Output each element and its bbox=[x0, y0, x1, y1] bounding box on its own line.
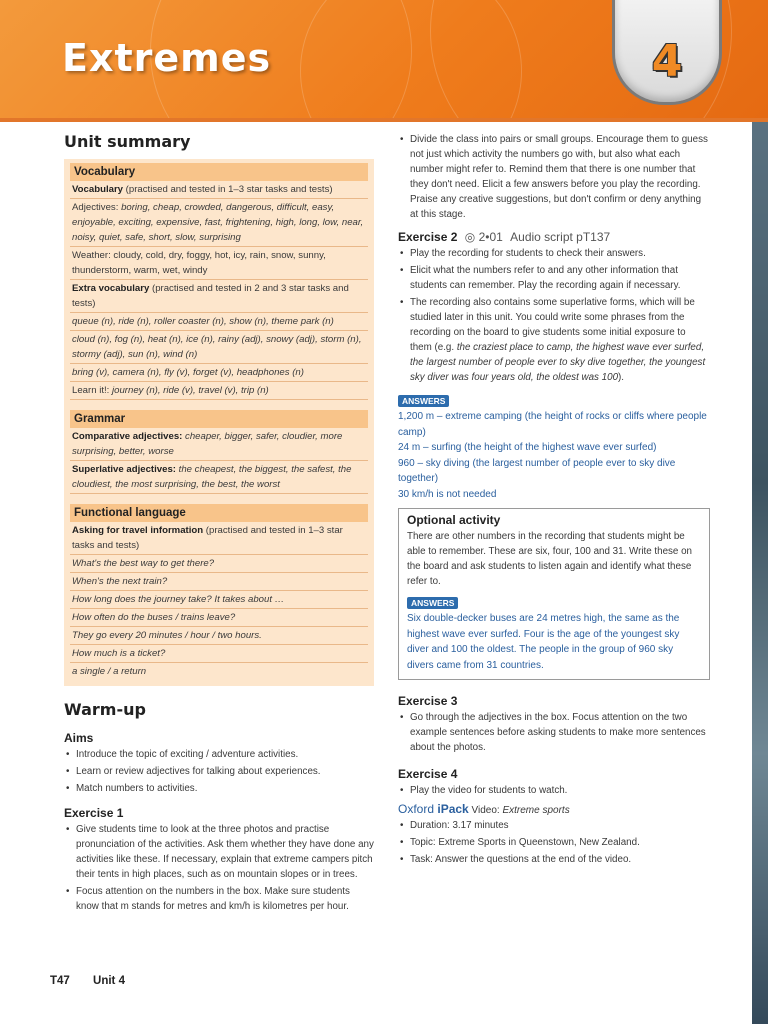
exercise4-item: • Play the video for students to watch. bbox=[398, 783, 710, 798]
exercise4-title: Exercise 4 bbox=[398, 767, 458, 781]
optional-activity-title: Optional activity bbox=[407, 513, 501, 527]
audio-track: 2•01 bbox=[478, 230, 503, 244]
exercise2-item: • Elicit what the numbers refer to and any other information that students can remember. Play the recording again if necessary. bbox=[398, 263, 710, 293]
page-footer bbox=[50, 975, 145, 987]
page-number: T47 bbox=[50, 975, 70, 987]
unit-tab bbox=[612, 0, 722, 105]
vocab-lead: Vocabulary (practised and tested in 1–3 star tasks and tests) bbox=[70, 181, 368, 199]
extra-vocab-2: cloud (n), fog (n), heat (n), ice (n), rainy (adj), snowy (adj), storm (n), stormy (adj), sun (n), wind (n) bbox=[70, 331, 368, 364]
header-divider bbox=[0, 118, 768, 122]
functional-heading: Functional language bbox=[70, 504, 368, 522]
answer-line: 1,200 m – extreme camping (the height of rocks or cliffs where people camp) bbox=[398, 411, 707, 438]
functional-lead: Asking for travel information (practised and tested in 1–3 star tasks and tests) bbox=[70, 522, 368, 555]
exercise4-detail: • Duration: 3.17 minutes bbox=[398, 818, 710, 833]
grammar-heading: Grammar bbox=[70, 410, 368, 428]
aim-item: • Introduce the topic of exciting / adventure activities. bbox=[64, 747, 374, 762]
vocab-adjectives: Adjectives: boring, cheap, crowded, dangerous, difficult, easy, enjoyable, exciting, expensive, fast, frightening, high, long, low, near, noisy, quiet, safe, short, slow, surprising bbox=[70, 199, 368, 247]
unit-header bbox=[0, 0, 768, 118]
answer-line: 960 – sky diving (the largest number of people ever to sky dive together) bbox=[398, 457, 676, 484]
phrase-item: a single / a return bbox=[72, 666, 147, 677]
optional-answers: Six double-decker buses are 24 metres high, the same as the highest wave ever surfed. Four is the age of the youngest sky diver and 100 the oldest. The people in the group of 960 sky divers came from 31 countries. bbox=[407, 613, 680, 671]
summary-title: Unit summary bbox=[64, 132, 191, 151]
grammar-superlative: Superlative adjectives: the cheapest, the biggest, the safest, the cloudiest, the most surprising, the best, the worst bbox=[70, 461, 368, 494]
answers-badge: ANSWERS bbox=[398, 395, 449, 407]
extra-vocab-3: bring (v), camera (n), fly (v), forget (v), headphones (n) bbox=[70, 364, 368, 382]
answer-line: 24 m – surfing (the height of the highest wave ever surfed) bbox=[398, 442, 657, 453]
ipack-video-line: Oxford iPack Video: Extreme sports bbox=[398, 802, 570, 816]
left-column bbox=[64, 132, 374, 914]
aim-item: • Match numbers to activities. bbox=[64, 781, 374, 796]
exercise1-item: • Give students time to look at the three photos and practise pronunciation of the activities. Ask them whether they have done any activities like these. If necessary, explain that extreme campers pitch their tents in high places, such as on mountain slopes or in trees. bbox=[64, 822, 374, 882]
grammar-comparative: Comparative adjectives: cheaper, bigger, safer, cloudier, more surprising, better, worse bbox=[70, 428, 368, 461]
vocab-weather: Weather: cloudy, cold, dry, foggy, hot, icy, rain, snow, sunny, thunderstorm, warm, wet, windy bbox=[70, 247, 368, 280]
oxford-ipack-logo: Oxford iPack bbox=[398, 802, 469, 816]
unit-number: 4 bbox=[651, 36, 683, 87]
learn-it: Learn it!: journey (n), ride (v), travel (v), trip (n) bbox=[70, 382, 368, 400]
photo-edge-strip bbox=[752, 122, 768, 1024]
phrase-item: How long does the journey take? It takes about … bbox=[70, 591, 368, 609]
phrase-item: What's the best way to get there? bbox=[70, 555, 368, 573]
vocab-heading: Vocabulary bbox=[70, 163, 368, 181]
exercise3-title: Exercise 3 bbox=[398, 694, 458, 708]
optional-activity-text: There are other numbers in the recording that students might be able to remember. These are six, four, 100 and 31. Write these on the board and ask students to listen again and identify what these refer to. bbox=[407, 531, 692, 587]
phrase-item: When's the next train? bbox=[70, 573, 368, 591]
aim-item: • Learn or review adjectives for talking about experiences. bbox=[64, 764, 374, 779]
answer-line: 30 km/h is not needed bbox=[398, 488, 497, 500]
footer-unit: Unit 4 bbox=[93, 975, 125, 987]
phrase-item: How often do the buses / trains leave? bbox=[70, 609, 368, 627]
unit-summary-box bbox=[64, 159, 374, 686]
warmup-title: Warm-up bbox=[64, 700, 146, 719]
extra-vocab-lead: Extra vocabulary (practised and tested in 2 and 3 star tasks and tests) bbox=[70, 280, 368, 313]
phrase-item: They go every 20 minutes / hour / two hours. bbox=[70, 627, 368, 645]
exercise2-item: • The recording also contains some superlative forms, which will be studied later in this unit. You could write some phrases from the recording on the board to give students some initial exposure to them (e.g. the craziest place to camp, the highest wave ever surfed, the largest number of people ever to sky dive together, the youngest sky diver was four years old, the oldest was 100). bbox=[398, 295, 710, 385]
exercise4-detail: • Topic: Extreme Sports in Queenstown, New Zealand. bbox=[398, 835, 710, 850]
answers-badge: ANSWERS bbox=[407, 597, 458, 609]
optional-activity-box bbox=[398, 508, 710, 680]
exercise4-detail: • Task: Answer the questions at the end of the video. bbox=[398, 852, 710, 867]
exercise2-title: Exercise 2 ◎ 2•01 Audio script pT137 bbox=[398, 230, 611, 244]
audio-script: Audio script pT137 bbox=[510, 230, 611, 244]
exercise1-continued: • Divide the class into pairs or small groups. Encourage them to guess not just which activity the numbers go with, but also what each number might refer to. Remind them that there is one number that they don't need. Elicit a few answers before you play the recording. Praise any creative suggestions, but don't confirm or deny anything at this stage. bbox=[398, 132, 710, 222]
page-title: Extremes bbox=[62, 36, 272, 80]
extra-vocab-1: queue (n), ride (n), roller coaster (n), show (n), theme park (n) bbox=[70, 313, 368, 331]
audio-cd-icon: ◎ bbox=[464, 230, 476, 244]
exercise1-item: • Focus attention on the numbers in the box. Make sure students know that m stands for metres and km/h is kilometres per hour. bbox=[64, 884, 374, 914]
exercise1-title: Exercise 1 bbox=[64, 806, 124, 820]
phrase-item: How much is a ticket? bbox=[70, 645, 368, 663]
aims-title: Aims bbox=[64, 731, 94, 745]
right-column bbox=[398, 132, 710, 867]
exercise3-item: • Go through the adjectives in the box. Focus attention on the two example sentences before asking students to make more sentences about the photos. bbox=[398, 710, 710, 755]
exercise2-item: • Play the recording for students to check their answers. bbox=[398, 246, 710, 261]
